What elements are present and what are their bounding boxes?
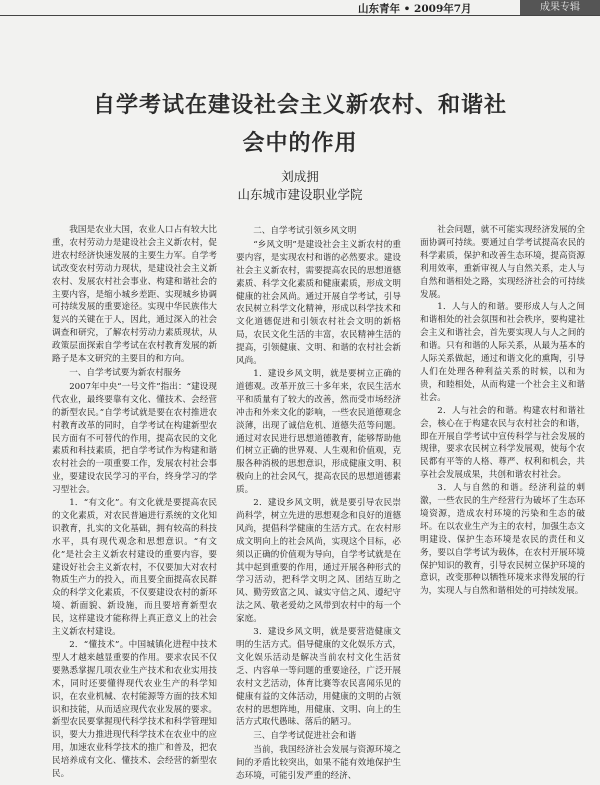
section-heading: 一、自学考试要为新农村服务 [69, 367, 181, 378]
article-title-line2: 会中的作用 [242, 131, 358, 156]
paragraph: 3．建设乡风文明，就是要营造健康文明的生活方式。倡导健康的文化娱乐方式，文化娱乐活动是解决当前农村文化生活贫乏、内容单一等问题的重要途径，广泛开展农村文艺活动，体育比赛等农民喜闻乐见的健康有益的文体活动，用健康的文明的占领农村的思想阵地，用健康、文明、向上的生活方式取代愚昧、落后的陋习。 [236, 627, 401, 728]
section-heading: 二、自学考试引领乡风文明 [253, 226, 357, 236]
paragraph: 我国是农业大国，农业人口占有较大比重，农村劳动力是建设社会主义新农村，促进农村经济快速发展的主要生力军。自学考试改变农村劳动力现状，是建设社会主义新农村、发展农村社会事业、构建和谐社会的主要内容，是缩小城乡差距、实现城乡协调可持续发展的重要途径。实现中华民族伟大复兴的关键在于人，因此，通过深入的社会调查和研究，了解农村劳动力素质现状，从政策层面探索自学考试在农村教育发展的新路子是本文研究的主要目的和方向。 [52, 225, 217, 365]
paragraph: 当前，我国经济社会发展与资源环境之间的矛盾比较突出，如果不能有效地保护生态环境，可能引发严重的经济、 [236, 745, 401, 782]
author-name: 刘成拥 [281, 169, 319, 184]
header-rule [0, 15, 600, 16]
author-affiliation: 山东城市建设职业学院 [237, 187, 363, 202]
paragraph: 1．建设乡风文明，就是要树立正确的道德观。改革开放三十多年来，农民生活水平和质量有了较大的改善，然而受市场经济冲击和外来文化的影响，一些农民道德观念淡薄，出现了诚信危机、道德失范等问题。通过对农民进行思想道德教育，能够帮助他们树立正确的世界观、人生观和价值观，克服各种消极的思想意识，形成健康文明、积极向上的社会风气，提高农民的思想道德素质。 [236, 368, 401, 496]
paragraph: 1．“有文化”。有文化就是要提高农民的文化素质，对农民普遍进行系统的文化知识教育，扎实的文化基础，拥有较高的科技水平，具有现代观念和思想意识。“有文化”是社会主义新农村建设的重要内容，要建设好社会主义新农村，不仅要加大对农村物质生产力的投入，而且要全面提高农民群众的科学文化素质，不仅要建设农村的新环境、新面貌、新设施，而且要培育新型农民，这样建设才能称得上真正意义上的社会主义新农村建设。 [52, 498, 217, 638]
paragraph: 1．人与人的和谐。要形成人与人之间和谐相处的社会氛围和社会秩序，要构建社会主义和谐社会，首先要实现人与人之间的和谐。只有和谐的人际关系，从最为基本的人际关系做起，通过和谐文化的熏陶，引导人们在处理各种利益关系的时候，以和为贵，和睦相处，从而构建一个社会主义和谐社会。 [420, 302, 585, 403]
section-heading: 三、自学考试促进社会和谐 [253, 731, 357, 742]
article-title-line1: 自学考试在建设社会主义新农村、和谐社 [92, 93, 507, 118]
section-label: 成果专辑 [520, 0, 600, 15]
body-column-1 [52, 224, 217, 781]
journal-issue: 山东青年 • 2009年7月 [358, 3, 472, 15]
paragraph: 2．“懂技术”。中国城镇化进程中技术型人才越来越显重要的作用。要求农民不仅要熟悉掌握几项农业生产技术和农业实用技术，同时还要懂得现代农业生产的科学知识，在农业机械、农村能源等方面的技术知识和技能，从而适应现代农业发展的要求。新型农民要掌握现代科学技术和科学管理知识，要大力推进现代科学技术在农业中的应用，加速农业科学技术的推广和普及，把农民培养成有文化、懂技术、会经营的新型农民。 [52, 640, 217, 780]
paragraph: 2．建设乡风文明，就是要引导农民崇尚科学，树立先进的思想观念和良好的道德风尚，提倡科学健康的生活方式。在农村形成文明向上的社会风尚，实现这个目标，必须以正确的价值观为导向，自学考试就是在其中起到重要的作用，通过开展各种形式的学习活动，把科学文明之风、团结互助之风、勤劳致富之风、诚实守信之风、遵纪守法之风、敬老爱幼之风带到农村中的每一个家庭。 [236, 498, 401, 625]
paragraph: 2007年中央“一号文件”指出：“建设现代农业，最终要靠有文化、懂技术、会经营的新型农民。”自学考试就是要在农村推进农村教育改革的同时，自学考试在构建新型农民方面有不可替代的作用，提高农民的文化素质和科技素质，把自学考试作为构建和谐农村社会的一项重要工作，发展农村社会事业，要建设农民学习的平台，终身学习的学习型社会。 [52, 381, 217, 496]
paragraph: 3．人与自然的和谐。经济利益的刺激，一些农民的生产经营行为破坏了生态环境资源，造成农村环境的污染和生态的破坏。在以农业生产为主的农村，加强生态文明建设、保护生态环境是农民的责任和义务，要以自学考试为载体，在农村开展环境保护知识的教育，引导农民树立保护环境的意识，改变那种以牺牲环境来求得发展的行为，实现人与自然和谐相处的可持续发展。 [420, 483, 585, 597]
paragraph: 社会问题，就不可能实现经济发展的全面协调可持续。要通过自学考试提高农民的科学素质，保护和改善生态环境，提高资源利用效率，重新审视人与自然关系，走人与自然和谐相处之路，实现经济社会的可持续发展。 [420, 225, 585, 300]
body-column-3 [420, 224, 585, 598]
paragraph: “乡风文明”是建设社会主义新农村的重要内容，是实现农村和谐的必然要求。建设社会主义新农村，需要提高农民的思想道德素质、科学文化素质和健康素质，形成文明健康的社会风尚。通过开展自学考试，引导农民树立科学文化精神，形成以科学技术和文化道德促进和引领农村社会文明的新格局，农民文化生活的丰富，农民精神生活的提高，引领健康、文明、和谐的农村社会新风尚。 [236, 239, 401, 367]
page-header [0, 0, 600, 14]
body-column-2 [236, 224, 401, 783]
paragraph: 2．人与社会的和谐。构建农村和谐社会，核心在于构建农民与农村社会的和谐，即在开展自学考试中宣传科学与社会发展的规律，要求农民树立科学发展观，使每个农民都有平等的人格、尊严、权利和机会，共享社会发展成果，共创和谐农村社会。 [420, 405, 585, 481]
